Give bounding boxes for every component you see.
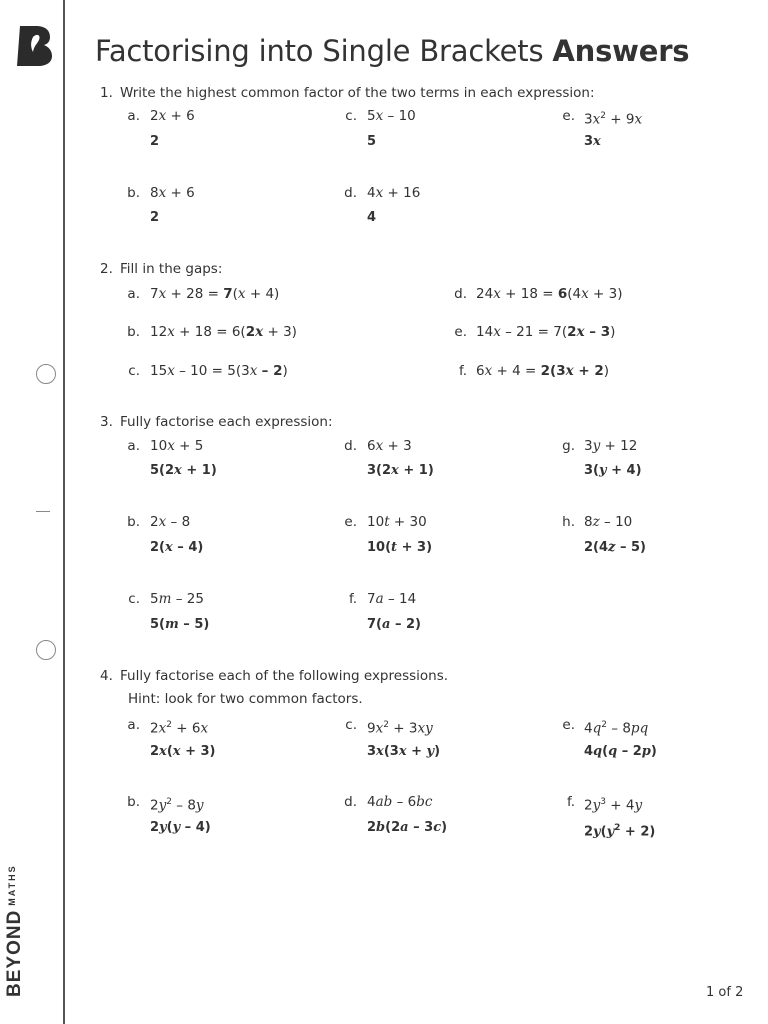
variable: x [592, 111, 601, 128]
q3-question: 5m – 25 [150, 591, 204, 607]
variable: x [200, 720, 209, 737]
q4-answer: 2y(y – 4) [150, 820, 211, 835]
variable: q [593, 744, 603, 759]
punch-hole [36, 364, 56, 384]
exponent: 2 [166, 720, 172, 730]
q4-number: 4. [100, 668, 113, 684]
q3-question: 2x – 8 [150, 514, 191, 530]
q1-instruction: Write the highest common factor of the two terms in each expression: [120, 85, 595, 101]
q1-item-label: c. [345, 108, 357, 124]
q2-item-label: a. [127, 286, 140, 302]
variable: p [641, 744, 651, 759]
q1-answer: 5 [367, 134, 377, 149]
variable: x [158, 185, 167, 201]
variable: b [383, 794, 393, 810]
brand-sub: MATHS [7, 864, 17, 906]
variable: y [425, 720, 433, 737]
variable: q [608, 744, 618, 759]
q3-item-label: b. [127, 514, 140, 530]
q4-answer: $2y(y^2 + 2)$ [584, 823, 656, 840]
variable: x [174, 463, 182, 478]
variable: z [592, 514, 600, 530]
q3-item-label: a. [127, 438, 140, 454]
fold-mark [36, 511, 50, 512]
q3-answer: 3(2x + 1) [367, 463, 434, 478]
title-bold: Answers [552, 34, 690, 68]
q2-equation: 12x + 18 = 6(2x + 3) [150, 324, 297, 340]
q1-answer: 2 [150, 210, 160, 225]
q2-item-label: b. [127, 324, 140, 340]
variable: x [249, 363, 258, 379]
variable: x [493, 286, 501, 302]
margin-line [63, 0, 65, 1024]
q3-answer: 5(2x + 1) [150, 463, 217, 478]
variable: x [391, 463, 399, 478]
q3-item-label: f. [348, 591, 357, 607]
variable: x [484, 363, 493, 379]
q2-equation: 6x + 4 = 2(3x + 2) [476, 363, 610, 379]
page-title [95, 34, 689, 68]
q2-equation: 24x + 18 = 6(4x + 3) [476, 286, 623, 302]
q4-item-label: c. [345, 717, 357, 733]
variable: x [167, 363, 175, 379]
variable: x [565, 363, 574, 379]
q2-item-label: e. [454, 324, 467, 340]
q3-item-label: g. [562, 438, 575, 454]
variable: z [608, 540, 616, 555]
exponent: 2 [600, 111, 606, 121]
q4-question: $9x^2 + 3xy$ [367, 720, 433, 737]
q1-item-label: e. [562, 108, 575, 124]
variable: y [159, 820, 167, 835]
variable: b [416, 794, 425, 810]
q3-item-label: h. [562, 514, 575, 530]
variable: x [159, 744, 167, 759]
variable: x [237, 286, 246, 302]
q3-question: 8z – 10 [584, 514, 633, 530]
variable: a [375, 794, 384, 810]
variable: x [375, 108, 384, 124]
q4-item-label: f. [566, 794, 575, 810]
exponent: 2 [614, 823, 621, 833]
variable: x [165, 540, 173, 555]
beyond-maths-logo-icon [16, 24, 52, 66]
q2-instruction: Fill in the gaps: [120, 261, 223, 277]
variable: y [592, 797, 601, 814]
q2-item-label: f. [458, 363, 467, 379]
variable: x [581, 286, 589, 302]
exponent: 2 [383, 720, 389, 730]
q3-answer: 3(y + 4) [584, 463, 642, 478]
variable: m [158, 591, 172, 607]
q4-question: $2y^3 + 4y$ [584, 797, 643, 814]
q3-instruction: Fully factorise each expression: [120, 414, 333, 430]
variable: t [391, 540, 398, 555]
q3-answer: 5(m – 5) [150, 617, 210, 632]
q3-question: 7a – 14 [367, 591, 417, 607]
q1-question: 2x + 6 [150, 108, 195, 124]
variable: x [172, 744, 181, 759]
q4-question: $2y^2 - 8y$ [150, 797, 204, 814]
q4-item-label: e. [562, 717, 575, 733]
title-main: Factorising into Single Brackets [95, 34, 544, 68]
q4-item-label: a. [127, 717, 140, 733]
variable: x [167, 438, 175, 454]
q1-question: 8x + 6 [150, 185, 195, 201]
q3-answer: 10(t + 3) [367, 540, 433, 555]
q1-question: $3x^2 + 9x$ [584, 111, 643, 128]
variable: x [375, 720, 384, 737]
q3-item-label: d. [344, 438, 357, 454]
variable: t [384, 514, 390, 530]
page-number: 1 of 2 [706, 985, 744, 1000]
q2-item-label: c. [128, 363, 140, 379]
q4-instruction: Fully factorise each of the following expressions. [120, 668, 449, 684]
variable: x [158, 286, 167, 302]
q3-question: 10t + 30 [367, 514, 427, 530]
variable: c [433, 820, 442, 835]
q4-item-label: b. [127, 794, 140, 810]
q3-answer: 7(a – 2) [367, 617, 421, 632]
q1-answer: 2 [150, 134, 160, 149]
variable: x [634, 111, 643, 128]
q1-item-label: d. [344, 185, 357, 201]
variable: x [375, 185, 384, 201]
variable: y [606, 824, 615, 840]
brand-vertical [4, 864, 26, 997]
variable: x [158, 720, 167, 737]
variable: x [593, 134, 601, 149]
variable: y [426, 744, 435, 759]
q4-answer: 4q(q – 2p) [584, 744, 657, 759]
q4-answer: 2b(2a – 3c) [367, 820, 448, 835]
q4-item-label: d. [344, 794, 357, 810]
q3-item-label: c. [128, 591, 140, 607]
q2-item-label: d. [454, 286, 467, 302]
variable: a [382, 617, 391, 632]
variable: x [255, 324, 264, 340]
q1-item-label: a. [127, 108, 140, 124]
q2-equation: 14x – 21 = 7(2x – 3) [476, 324, 616, 340]
q4-question: $4q^2 - 8pq$ [584, 720, 649, 737]
variable: x [375, 438, 384, 454]
q1-item-label: b. [127, 185, 140, 201]
variable: y [634, 797, 643, 814]
variable: x [376, 744, 384, 759]
q2-equation: 15x – 10 = 5(3x – 2) [150, 363, 288, 379]
q2-number: 2. [100, 261, 113, 277]
variable: p [630, 720, 640, 737]
q2-equation: 7x + 28 = 7(x + 4) [150, 286, 280, 302]
q3-question: 10x + 5 [150, 438, 204, 454]
q3-number: 3. [100, 414, 113, 430]
q3-answer: 2(4z – 5) [584, 540, 646, 555]
q4-question: 4ab – 6bc [367, 794, 433, 810]
q1-question: 4x + 16 [367, 185, 421, 201]
variable: b [376, 820, 386, 835]
variable: y [593, 824, 601, 840]
q3-question: 3y + 12 [584, 438, 638, 454]
variable: m [165, 617, 179, 632]
q1-number: 1. [100, 85, 113, 101]
q3-answer: 2(x – 4) [150, 540, 204, 555]
variable: x [158, 514, 167, 530]
variable: x [576, 324, 585, 340]
variable: y [172, 820, 181, 835]
exponent: 3 [600, 797, 606, 807]
variable: y [195, 797, 204, 814]
q4-hint: Hint: look for two common factors. [128, 691, 363, 707]
variable: q [639, 720, 649, 737]
punch-hole [36, 640, 56, 660]
exponent: 2 [166, 797, 172, 807]
variable: q [592, 720, 602, 737]
q3-question: 6x + 3 [367, 438, 412, 454]
q4-question: $2x^2 + 6x$ [150, 720, 209, 737]
q4-answer: 2x(x + 3) [150, 744, 216, 759]
q1-question: 5x – 10 [367, 108, 416, 124]
q1-answer: 4 [367, 210, 377, 225]
variable: c [424, 794, 433, 810]
exponent: 2 [601, 720, 607, 730]
variable: x [398, 744, 407, 759]
brand-name: BEYOND [4, 909, 25, 997]
variable: x [158, 108, 167, 124]
variable: a [400, 820, 409, 835]
q4-answer: 3x(3x + y) [367, 744, 441, 759]
variable: y [592, 438, 601, 454]
variable: y [599, 463, 607, 478]
variable: a [375, 591, 384, 607]
q3-item-label: e. [344, 514, 357, 530]
variable: x [493, 324, 501, 340]
q1-answer: 3x [584, 134, 601, 149]
variable: x [417, 720, 426, 737]
variable: x [167, 324, 175, 340]
variable: y [158, 797, 167, 814]
